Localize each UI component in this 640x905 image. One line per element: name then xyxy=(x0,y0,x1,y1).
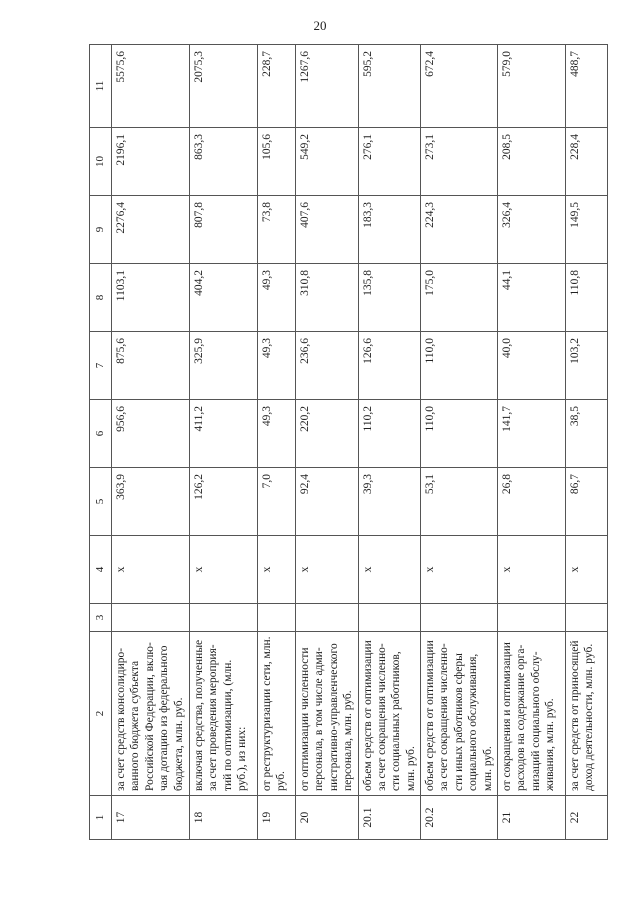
cell-col7: 49,3 xyxy=(258,332,296,400)
cell-col4: x xyxy=(358,536,421,604)
cell-col5: 92,4 xyxy=(296,468,359,536)
table-row xyxy=(565,45,607,840)
cell-col6: 956,6 xyxy=(112,400,190,468)
cell-col3 xyxy=(296,604,359,632)
cell-col3 xyxy=(421,604,498,632)
cell-col9: 807,8 xyxy=(190,196,258,264)
row-description: от оптимизации численности персонала, в том числе адми-нистративно-управленческого персонала, млн. руб. xyxy=(296,632,359,796)
cell-col5: 86,7 xyxy=(565,468,607,536)
cell-col7: 110,0 xyxy=(421,332,498,400)
cell-col10: 208,5 xyxy=(497,128,565,196)
row-description: включая средства, полученные за счет проведения мероприя-тий по оптимизации, (млн. руб.), из них: xyxy=(190,632,258,796)
row-description: за счет средств от приносящей доход деятельности, млн. руб. xyxy=(565,632,607,796)
cell-col11: 1267,6 xyxy=(296,45,359,128)
cell-col6: 49,3 xyxy=(258,400,296,468)
row-number: 20 xyxy=(296,796,359,840)
cell-col11: 488,7 xyxy=(565,45,607,128)
cell-col3 xyxy=(258,604,296,632)
cell-col6: 220,2 xyxy=(296,400,359,468)
row-number: 22 xyxy=(565,796,607,840)
cell-col8: 49,3 xyxy=(258,264,296,332)
header-cell: 8 xyxy=(90,264,112,332)
cell-col10: 863,3 xyxy=(190,128,258,196)
row-number: 19 xyxy=(258,796,296,840)
cell-col10: 549,2 xyxy=(296,128,359,196)
cell-col10: 105,6 xyxy=(258,128,296,196)
cell-col3 xyxy=(112,604,190,632)
cell-col5: 363,9 xyxy=(112,468,190,536)
header-cell: 11 xyxy=(90,45,112,128)
cell-col6: 110,2 xyxy=(358,400,421,468)
cell-col4: x xyxy=(296,536,359,604)
table-row xyxy=(112,45,190,840)
cell-col8: 135,8 xyxy=(358,264,421,332)
cell-col9: 149,5 xyxy=(565,196,607,264)
table-row xyxy=(421,45,498,840)
cell-col10: 2196,1 xyxy=(112,128,190,196)
table-row xyxy=(497,45,565,840)
cell-col11: 579,0 xyxy=(497,45,565,128)
cell-col8: 44,1 xyxy=(497,264,565,332)
cell-col7: 40,0 xyxy=(497,332,565,400)
cell-col11: 228,7 xyxy=(258,45,296,128)
cell-col6: 38,5 xyxy=(565,400,607,468)
cell-col11: 595,2 xyxy=(358,45,421,128)
cell-col3 xyxy=(565,604,607,632)
cell-col4: x xyxy=(565,536,607,604)
cell-col10: 276,1 xyxy=(358,128,421,196)
rotated-table-container xyxy=(89,45,596,840)
cell-col7: 325,9 xyxy=(190,332,258,400)
header-cell: 3 xyxy=(90,604,112,632)
cell-col7: 126,6 xyxy=(358,332,421,400)
cell-col3 xyxy=(358,604,421,632)
row-description: объем средств от оптимизации за счет сокращения численно-сти иных работников сферы социального обслуживания, млн. руб. xyxy=(421,632,498,796)
cell-col9: 73,8 xyxy=(258,196,296,264)
cell-col6: 411,2 xyxy=(190,400,258,468)
row-number: 20.2 xyxy=(421,796,498,840)
page-number: 20 xyxy=(313,18,327,33)
table-row xyxy=(358,45,421,840)
table-row xyxy=(296,45,359,840)
header-cell: 1 xyxy=(90,796,112,840)
cell-col8: 404,2 xyxy=(190,264,258,332)
row-description: от сокращения и оптимизации расходов на содержание орга-низаций социального обслу-живания, млн. руб. xyxy=(497,632,565,796)
row-description: объем средств от оптимизации за счет сокращения численно-сти социальных работников, млн. руб. xyxy=(358,632,421,796)
header-cell: 9 xyxy=(90,196,112,264)
header-cell: 10 xyxy=(90,128,112,196)
cell-col7: 236,6 xyxy=(296,332,359,400)
cell-col5: 7,0 xyxy=(258,468,296,536)
cell-col9: 183,3 xyxy=(358,196,421,264)
cell-col5: 39,3 xyxy=(358,468,421,536)
header-cell: 5 xyxy=(90,468,112,536)
cell-col8: 110,8 xyxy=(565,264,607,332)
cell-col4: x xyxy=(190,536,258,604)
cell-col9: 224,3 xyxy=(421,196,498,264)
cell-col8: 310,8 xyxy=(296,264,359,332)
cell-col9: 2276,4 xyxy=(112,196,190,264)
cell-col11: 5575,6 xyxy=(112,45,190,128)
cell-col4: x xyxy=(421,536,498,604)
cell-col3 xyxy=(497,604,565,632)
cell-col4: x xyxy=(497,536,565,604)
cell-col11: 2075,3 xyxy=(190,45,258,128)
cell-col5: 26,8 xyxy=(497,468,565,536)
row-number: 21 xyxy=(497,796,565,840)
cell-col8: 1103,1 xyxy=(112,264,190,332)
cell-col5: 53,1 xyxy=(421,468,498,536)
cell-col10: 228,4 xyxy=(565,128,607,196)
table-row xyxy=(258,45,296,840)
cell-col3 xyxy=(190,604,258,632)
row-number: 20.1 xyxy=(358,796,421,840)
cell-col6: 110,0 xyxy=(421,400,498,468)
header-cell: 4 xyxy=(90,536,112,604)
cell-col8: 175,0 xyxy=(421,264,498,332)
data-table xyxy=(89,44,608,840)
table-row xyxy=(190,45,258,840)
cell-col4: x xyxy=(258,536,296,604)
cell-col6: 141,7 xyxy=(497,400,565,468)
cell-col9: 326,4 xyxy=(497,196,565,264)
cell-col7: 103,2 xyxy=(565,332,607,400)
row-description: за счет средств консолидиро-ванного бюджета субъекта Российской Федерации, вклю-чая дотацию из федерального бюджета, млн. руб. xyxy=(112,632,190,796)
cell-col10: 273,1 xyxy=(421,128,498,196)
row-number: 17 xyxy=(112,796,190,840)
header-cell: 2 xyxy=(90,632,112,796)
cell-col11: 672,4 xyxy=(421,45,498,128)
header-row xyxy=(90,45,112,840)
row-number: 18 xyxy=(190,796,258,840)
header-cell: 7 xyxy=(90,332,112,400)
cell-col4: x xyxy=(112,536,190,604)
cell-col7: 875,6 xyxy=(112,332,190,400)
cell-col9: 407,6 xyxy=(296,196,359,264)
header-cell: 6 xyxy=(90,400,112,468)
row-description: от реструктуризации сети, млн. руб. xyxy=(258,632,296,796)
cell-col5: 126,2 xyxy=(190,468,258,536)
